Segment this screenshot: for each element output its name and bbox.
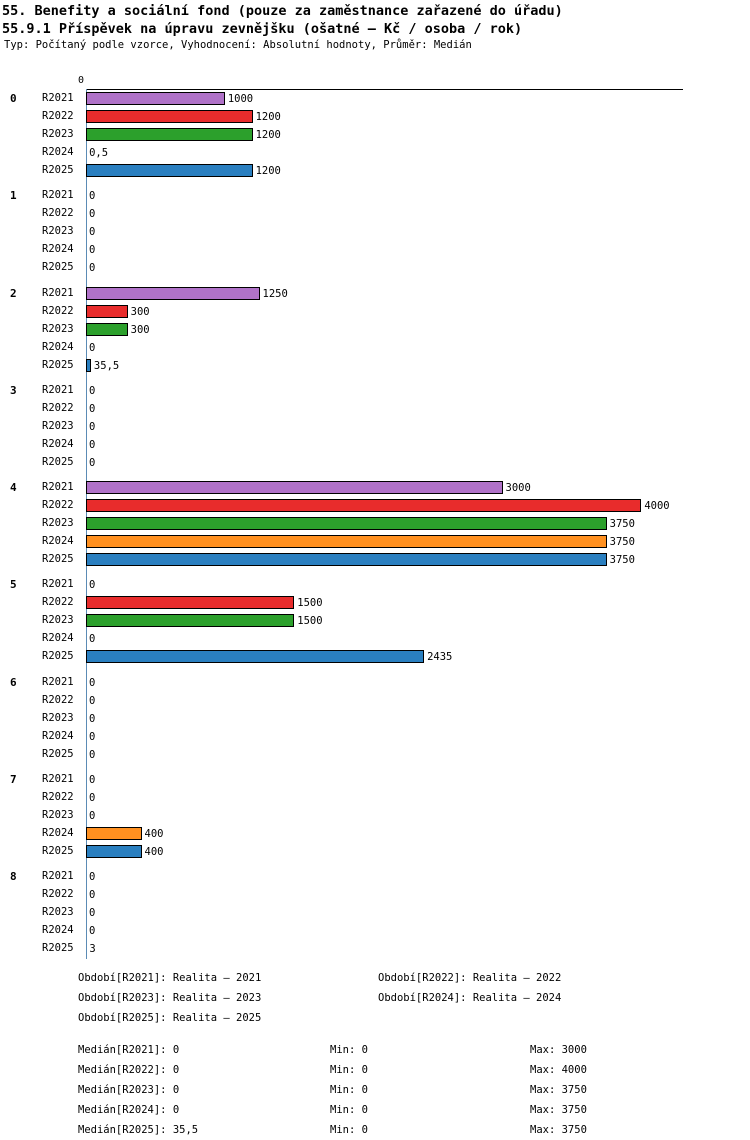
chart-header (0, 0, 750, 53)
bar[interactable] (86, 359, 91, 372)
row-label-r2022: R2022 (42, 693, 74, 706)
bar[interactable] (86, 827, 142, 840)
bar-value-label: 0 (89, 438, 96, 451)
row-label-r2024: R2024 (42, 437, 74, 450)
bar-value-label: 0 (89, 889, 96, 902)
bar-value-label: 4000 (644, 500, 670, 513)
bar-value-label: 400 (144, 827, 164, 840)
row-label-r2024: R2024 (42, 243, 74, 256)
legend-median: Medián[R2022]: 0 (78, 1064, 180, 1076)
row-label-r2021: R2021 (42, 92, 74, 104)
bar-value-label: 0 (89, 809, 96, 822)
legend-max: Max: 4000 (530, 1064, 587, 1076)
axis-origin-label: 0 (78, 75, 85, 86)
bar-value-label: 0 (89, 925, 96, 938)
bar[interactable] (86, 535, 607, 548)
bar[interactable] (86, 287, 260, 300)
bar-value-label: 0 (89, 420, 96, 433)
group-label: 8 (10, 870, 17, 883)
row-label-r2025: R2025 (42, 942, 74, 955)
row-label-r2025: R2025 (42, 164, 74, 177)
row-label-r2024: R2024 (42, 146, 74, 159)
bar[interactable] (86, 499, 641, 512)
bar-value-label: 400 (144, 845, 164, 858)
row-label-r2024: R2024 (42, 535, 74, 548)
row-label-r2021: R2021 (42, 189, 74, 202)
bar-value-label: 0 (89, 226, 96, 239)
group-label: 5 (10, 578, 17, 592)
bar[interactable] (86, 92, 225, 105)
bar-value-label: 1500 (297, 615, 323, 628)
legend-min: Min: 0 (330, 1064, 368, 1076)
bar-value-label: 0 (89, 676, 96, 689)
group-label: 6 (10, 675, 17, 689)
row-label-r2023: R2023 (42, 517, 74, 530)
bar[interactable] (86, 845, 142, 858)
bar[interactable] (86, 323, 128, 336)
bar[interactable] (86, 305, 128, 318)
row-label-r2024: R2024 (42, 924, 74, 937)
legend-median: Medián[R2023]: 0 (78, 1084, 180, 1096)
page-title: 55. Benefity a sociální fond (pouze za zaměstnance zařazené do úřadu) (2, 3, 563, 19)
bar-value-label: 0 (89, 456, 96, 469)
legend-median: Medián[R2025]: 35,5 (78, 1124, 199, 1136)
legend-min: Min: 0 (330, 1084, 368, 1096)
row-label-r2025: R2025 (42, 553, 74, 566)
row-label-r2025: R2025 (42, 455, 74, 468)
bar-value-label: 0 (89, 907, 96, 920)
bar-value-label: 0 (89, 341, 96, 354)
row-label-r2022: R2022 (42, 499, 74, 512)
group-label: 7 (10, 772, 17, 786)
row-label-r2022: R2022 (42, 401, 74, 414)
row-label-r2022: R2022 (42, 207, 74, 220)
bar-value-label: 0 (89, 791, 96, 804)
row-label-r2023: R2023 (42, 128, 74, 141)
legend-min: Min: 0 (330, 1104, 368, 1116)
bar-chart (0, 66, 750, 956)
bar[interactable] (86, 128, 253, 141)
bar-value-label: 0 (89, 694, 96, 707)
bar-value-label: 300 (130, 323, 150, 336)
row-label-r2022: R2022 (42, 596, 74, 609)
bar-value-label: 35,5 (93, 359, 120, 372)
row-label-r2022: R2022 (42, 304, 74, 317)
legend-median: Medián[R2024]: 0 (78, 1104, 180, 1116)
bar-value-label: 3 (89, 943, 96, 956)
bar-value-label: 3750 (609, 536, 635, 549)
bar-value-label: 0 (89, 748, 96, 761)
row-label-r2023: R2023 (42, 906, 74, 919)
row-label-r2025: R2025 (42, 844, 74, 857)
bar[interactable] (86, 553, 607, 566)
bar-value-label: 0 (89, 633, 96, 646)
legend-min: Min: 0 (330, 1044, 368, 1056)
row-label-r2023: R2023 (42, 419, 74, 432)
bar-value-label: 0 (89, 730, 96, 743)
bar-value-label: 0,5 (89, 147, 109, 160)
legend-period-item: Období[R2022]: Realita – 2022 (378, 972, 562, 984)
row-label-r2024: R2024 (42, 729, 74, 742)
row-label-r2025: R2025 (42, 358, 74, 371)
row-label-r2021: R2021 (42, 481, 74, 493)
group-label: 4 (10, 481, 17, 494)
row-label-r2025: R2025 (42, 747, 74, 760)
row-label-r2023: R2023 (42, 225, 74, 238)
page-subtitle-indicator: 55.9.1 Příspěvek na úpravu zevnějšku (ošatné – Kč / osoba / rok) (2, 21, 523, 37)
bar[interactable] (86, 481, 503, 494)
row-label-r2022: R2022 (42, 888, 74, 901)
bar-value-label: 1200 (255, 111, 281, 124)
bar-value-label: 0 (89, 712, 96, 725)
bar-value-label: 0 (89, 190, 96, 203)
bar-value-label: 0 (89, 384, 96, 397)
row-label-r2021: R2021 (42, 286, 74, 299)
legend-max: Max: 3750 (530, 1084, 587, 1096)
bar-value-label: 1000 (227, 93, 254, 105)
bar-value-label: 3750 (609, 518, 635, 531)
row-label-r2021: R2021 (42, 870, 74, 882)
legend-max: Max: 3750 (530, 1124, 587, 1136)
bar-value-label: 0 (89, 208, 96, 221)
bar-value-label: 0 (89, 262, 96, 275)
bar[interactable] (86, 517, 607, 530)
legend-period-item: Období[R2025]: Realita – 2025 (78, 1012, 262, 1024)
bar-value-label: 1250 (262, 287, 288, 300)
legend-min: Min: 0 (330, 1124, 368, 1136)
row-label-r2025: R2025 (42, 650, 74, 663)
bar-value-label: 3000 (505, 482, 531, 494)
legend-max: Max: 3000 (530, 1044, 587, 1056)
legend-period-item: Období[R2021]: Realita – 2021 (78, 972, 262, 984)
bar-value-label: 0 (89, 402, 96, 415)
legend-period-item: Období[R2023]: Realita – 2023 (78, 992, 262, 1004)
legend-period-item: Období[R2024]: Realita – 2024 (378, 992, 562, 1004)
row-label-r2023: R2023 (42, 711, 74, 724)
row-label-r2024: R2024 (42, 826, 74, 839)
bar-value-label: 1500 (297, 597, 323, 610)
row-label-r2022: R2022 (42, 790, 74, 803)
chart-meta: Typ: Počítaný podle vzorce, Vyhodnocení: Absolutní hodnoty, Průměr: Medián (4, 39, 472, 51)
bar-value-label: 0 (89, 773, 96, 786)
bar-value-label: 300 (130, 305, 150, 318)
bar[interactable] (86, 614, 294, 627)
bar[interactable] (86, 164, 253, 177)
axis-top-line (86, 89, 683, 90)
group-label: 3 (10, 383, 17, 397)
row-label-r2024: R2024 (42, 632, 74, 645)
group-label: 2 (10, 286, 17, 300)
legend-max: Max: 3750 (530, 1104, 587, 1116)
row-label-r2021: R2021 (42, 383, 74, 396)
bar-value-label: 0 (89, 244, 96, 257)
row-label-r2021: R2021 (42, 772, 74, 785)
row-label-r2025: R2025 (42, 261, 74, 274)
bar[interactable] (86, 596, 294, 609)
bar-value-label: 0 (89, 871, 96, 883)
row-label-r2022: R2022 (42, 110, 74, 123)
bar-value-label: 1200 (255, 165, 281, 178)
row-label-r2023: R2023 (42, 322, 74, 335)
row-label-r2023: R2023 (42, 614, 74, 627)
row-label-r2021: R2021 (42, 578, 74, 591)
row-label-r2021: R2021 (42, 675, 74, 688)
bar-value-label: 0 (89, 579, 96, 592)
legend-median: Medián[R2021]: 0 (78, 1044, 180, 1056)
group-label: 1 (10, 189, 17, 203)
row-label-r2024: R2024 (42, 340, 74, 353)
bar-value-label: 1200 (255, 129, 281, 142)
bar[interactable] (86, 110, 253, 123)
group-label: 0 (10, 92, 17, 105)
row-label-r2023: R2023 (42, 808, 74, 821)
bar-value-label: 2435 (427, 651, 453, 664)
bar[interactable] (86, 650, 424, 663)
bar-value-label: 3750 (609, 554, 635, 567)
